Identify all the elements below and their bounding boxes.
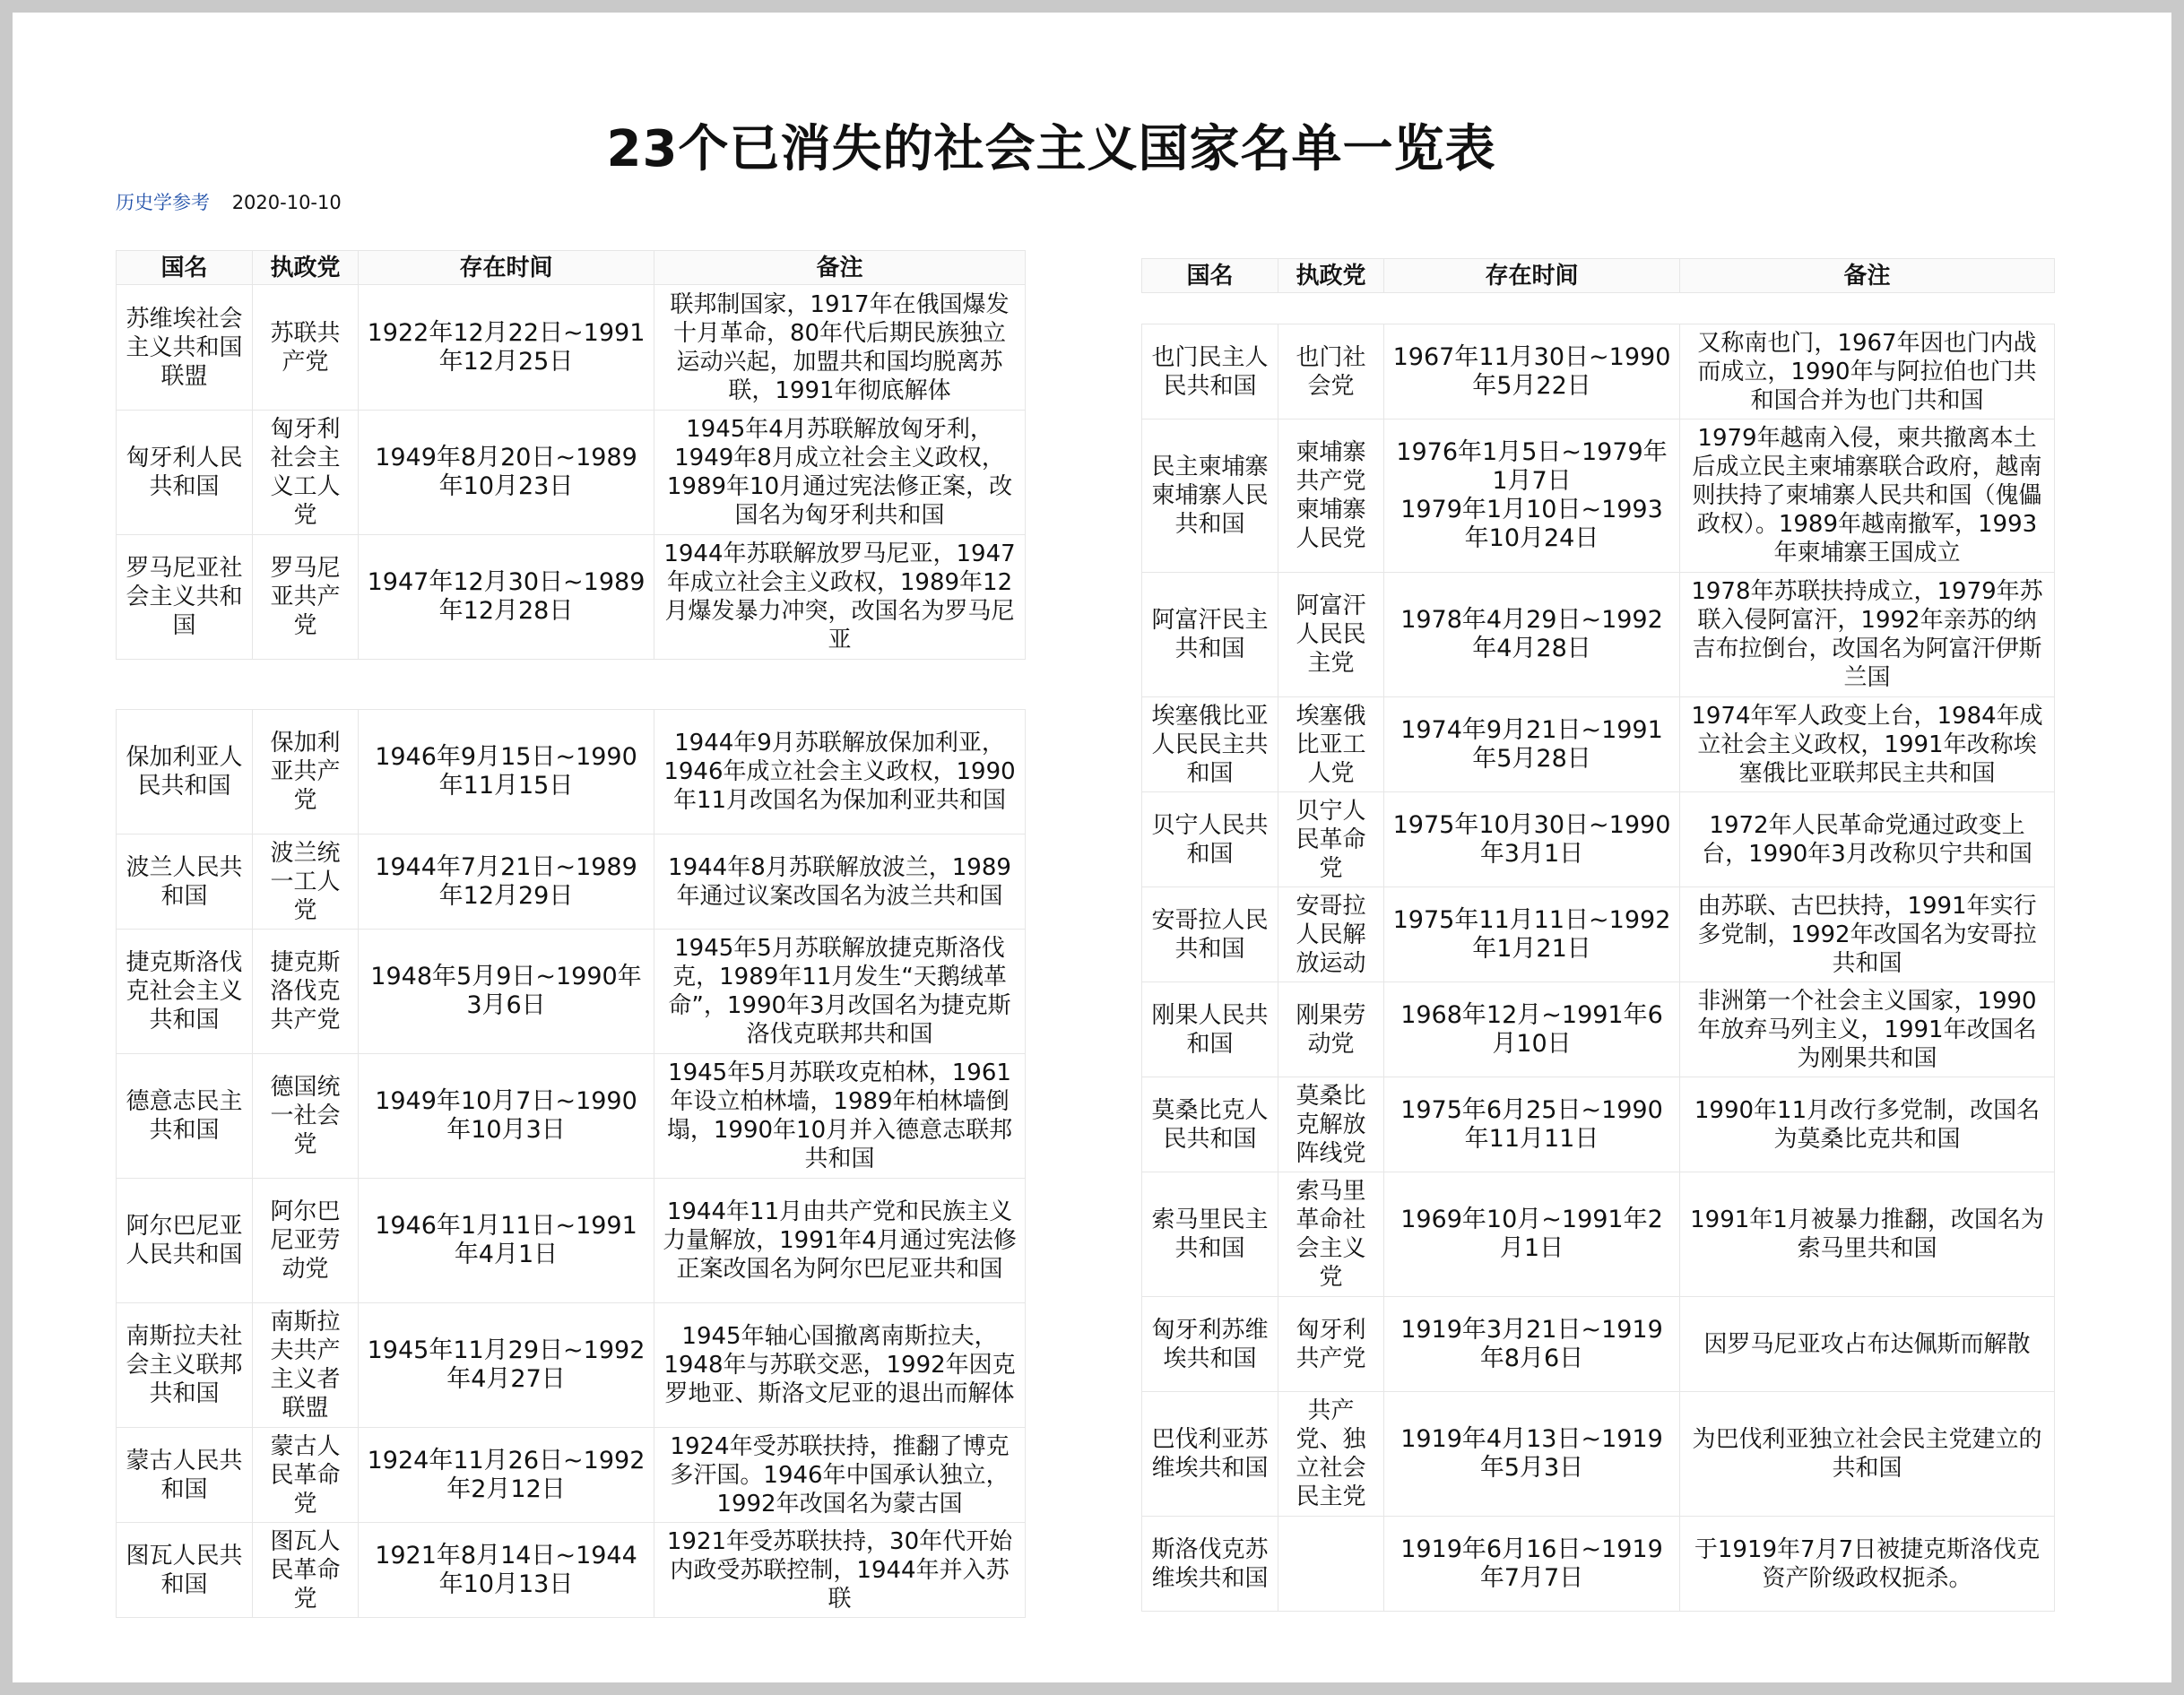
note-cell: 1944年苏联解放罗马尼亚，1947年成立社会主义政权，1989年12月爆发暴力冲突，改国名为罗马尼亚: [654, 535, 1026, 660]
note-cell: 1974年军人政变上台，1984年成立社会主义政权，1991年改称埃塞俄比亚联邦民主共和国: [1680, 697, 2055, 792]
note-cell: 又称南也门，1967年因也门内战而成立，1990年与阿拉伯也门共和国合并为也门共和国: [1680, 324, 2055, 419]
time-cell: 1919年3月21日~1919年8月6日: [1384, 1297, 1680, 1392]
country-cell: 德意志民主共和国: [117, 1054, 253, 1179]
country-cell: 南斯拉夫社会主义联邦共和国: [117, 1303, 253, 1428]
note-cell: 1978年苏联扶持成立，1979年苏联入侵阿富汗，1992年亲苏的纳吉布拉倒台，改国名为阿富汗伊斯兰国: [1680, 573, 2055, 697]
party-cell: 莫桑比克解放阵线党: [1278, 1077, 1384, 1172]
note-cell: 非洲第一个社会主义国家，1990年放弃马列主义，1991年改国名为刚果共和国: [1680, 982, 2055, 1077]
table-row: [117, 1179, 1026, 1303]
country-cell: 民主柬埔寨 柬埔寨人民共和国: [1142, 419, 1278, 573]
table-header-row: [117, 251, 1026, 285]
time-cell: 1922年12月22日~1991年12月25日: [359, 285, 654, 411]
country-cell: 安哥拉人民共和国: [1142, 887, 1278, 982]
party-cell: 德国统一社会党: [253, 1054, 359, 1179]
note-cell: 1945年5月苏联解放捷克斯洛伐克，1989年11月发生“天鹅绒革命”，1990年3月改国名为捷克斯洛伐克联邦共和国: [654, 930, 1026, 1054]
note-cell: 于1919年7月7日被捷克斯洛伐克资产阶级政权扼杀。: [1680, 1517, 2055, 1612]
party-cell: [1278, 1517, 1384, 1612]
time-cell: 1975年6月25日~1990年11月11日: [1384, 1077, 1680, 1172]
party-cell: 保加利亚共产党: [253, 710, 359, 835]
time-cell: 1945年11月29日~1992年4月27日: [359, 1303, 654, 1428]
time-cell: 1946年1月11日~1991年4月1日: [359, 1179, 654, 1303]
country-cell: 也门民主人民共和国: [1142, 324, 1278, 419]
table-row: [1142, 697, 2055, 792]
party-cell: 匈牙利社会主义工人党: [253, 411, 359, 535]
note-cell: 为巴伐利亚独立社会民主党建立的共和国: [1680, 1392, 2055, 1517]
country-cell: 波兰人民共和国: [117, 835, 253, 930]
country-cell: 索马里民主共和国: [1142, 1172, 1278, 1297]
country-cell: 巴伐利亚苏维埃共和国: [1142, 1392, 1278, 1517]
note-cell: 1945年4月苏联解放匈牙利，1949年8月成立社会主义政权，1989年10月通过宪法修正案，改国名为匈牙利共和国: [654, 411, 1026, 535]
table-row: [117, 1054, 1026, 1179]
country-cell: 捷克斯洛伐克社会主义共和国: [117, 930, 253, 1054]
party-cell: 波兰统一工人党: [253, 835, 359, 930]
article-meta: [116, 188, 342, 215]
note-cell: 由苏联、古巴扶持，1991年实行多党制，1992年改国名为安哥拉共和国: [1680, 887, 2055, 982]
header-note: 备注: [654, 251, 1026, 285]
party-cell: 阿尔巴尼亚劳动党: [253, 1179, 359, 1303]
table-row: [1142, 419, 2055, 573]
table-spacer: [1142, 293, 2055, 324]
table-row: [1142, 1517, 2055, 1612]
source-link[interactable]: 历史学参考: [116, 192, 210, 213]
table-row: [117, 285, 1026, 411]
party-cell: 图瓦人民革命党: [253, 1523, 359, 1618]
header-time: 存在时间: [1384, 259, 1680, 293]
party-cell: 索马里革命社会主义党: [1278, 1172, 1384, 1297]
table-row: [117, 835, 1026, 930]
table-row: [1142, 1172, 2055, 1297]
table-spacer: [117, 660, 1026, 710]
party-cell: 蒙古人民革命党: [253, 1428, 359, 1523]
header-party: 执政党: [253, 251, 359, 285]
country-cell: 保加利亚人民共和国: [117, 710, 253, 835]
note-cell: 1944年8月苏联解放波兰，1989年通过议案改国名为波兰共和国: [654, 835, 1026, 930]
time-cell: 1924年11月26日~1992年2月12日: [359, 1428, 654, 1523]
table-row: [1142, 887, 2055, 982]
time-cell: 1974年9月21日~1991年5月28日: [1384, 697, 1680, 792]
party-cell: 捷克斯洛伐克共产党: [253, 930, 359, 1054]
table-row: [117, 1523, 1026, 1618]
table-row: [1142, 1392, 2055, 1517]
note-cell: 1921年受苏联扶持，30年代开始内政受苏联控制，1944年并入苏联: [654, 1523, 1026, 1618]
time-cell: 1921年8月14日~1944年10月13日: [359, 1523, 654, 1618]
table-row: [117, 1303, 1026, 1428]
note-cell: 1991年1月被暴力推翻，改国名为索马里共和国: [1680, 1172, 2055, 1297]
country-cell: 蒙古人民共和国: [117, 1428, 253, 1523]
time-cell: 1969年10月~1991年2月1日: [1384, 1172, 1680, 1297]
note-cell: 1944年11月由共产党和民族主义力量解放，1991年4月通过宪法修正案改国名为阿尔巴尼亚共和国: [654, 1179, 1026, 1303]
time-cell: 1978年4月29日~1992年4月28日: [1384, 573, 1680, 697]
table-row: [1142, 1077, 2055, 1172]
table-row: [117, 710, 1026, 835]
table-row: [117, 411, 1026, 535]
table-row: [117, 535, 1026, 660]
time-cell: 1944年7月21日~1989年12月29日: [359, 835, 654, 930]
table-row: [117, 930, 1026, 1054]
party-cell: 罗马尼亚共产党: [253, 535, 359, 660]
page: [13, 13, 2171, 1682]
header-party: 执政党: [1278, 259, 1384, 293]
party-cell: 匈牙利共产党: [1278, 1297, 1384, 1392]
country-cell: 阿富汗民主共和国: [1142, 573, 1278, 697]
table-header-row: [1142, 259, 2055, 293]
note-cell: 联邦制国家，1917年在俄国爆发十月革命，80年代后期民族独立运动兴起，加盟共和国均脱离苏联，1991年彻底解体: [654, 285, 1026, 411]
party-cell: 刚果劳动党: [1278, 982, 1384, 1077]
left-country-table: [116, 250, 1026, 1618]
table-row: [1142, 792, 2055, 887]
table-row: [1142, 1297, 2055, 1392]
party-cell: 阿富汗人民民主党: [1278, 573, 1384, 697]
party-cell: 安哥拉人民解放运动: [1278, 887, 1384, 982]
time-cell: 1919年4月13日~1919年5月3日: [1384, 1392, 1680, 1517]
country-cell: 埃塞俄比亚人民民主共和国: [1142, 697, 1278, 792]
country-cell: 匈牙利苏维埃共和国: [1142, 1297, 1278, 1392]
note-cell: 1990年11月改行多党制，改国名为莫桑比克共和国: [1680, 1077, 2055, 1172]
time-cell: 1949年10月7日~1990年10月3日: [359, 1054, 654, 1179]
party-cell: 共产党、独立社会民主党: [1278, 1392, 1384, 1517]
right-country-table: [1141, 258, 2055, 1612]
time-cell: 1976年1月5日~1979年1月7日 1979年1月10日~1993年10月24日: [1384, 419, 1680, 573]
country-cell: 刚果人民共和国: [1142, 982, 1278, 1077]
country-cell: 贝宁人民共和国: [1142, 792, 1278, 887]
country-cell: 阿尔巴尼亚人民共和国: [117, 1179, 253, 1303]
time-cell: 1947年12月30日~1989年12月28日: [359, 535, 654, 660]
header-country: 国名: [1142, 259, 1278, 293]
country-cell: 匈牙利人民共和国: [117, 411, 253, 535]
table-row: [1142, 324, 2055, 419]
note-cell: 1972年人民革命党通过政变上台，1990年3月改称贝宁共和国: [1680, 792, 2055, 887]
note-cell: 1945年轴心国撤离南斯拉夫，1948年与苏联交恶，1992年因克罗地亚、斯洛文尼亚的退出而解体: [654, 1303, 1026, 1428]
header-country: 国名: [117, 251, 253, 285]
party-cell: 贝宁人民革命党: [1278, 792, 1384, 887]
country-cell: 斯洛伐克苏维埃共和国: [1142, 1517, 1278, 1612]
time-cell: 1967年11月30日~1990年5月22日: [1384, 324, 1680, 419]
note-cell: 因罗马尼亚攻占布达佩斯而解散: [1680, 1297, 2055, 1392]
time-cell: 1975年11月11日~1992年1月21日: [1384, 887, 1680, 982]
country-cell: 罗马尼亚社会主义共和国: [117, 535, 253, 660]
time-cell: 1968年12月~1991年6月10日: [1384, 982, 1680, 1077]
country-cell: 苏维埃社会主义共和国联盟: [117, 285, 253, 411]
table-row: [1142, 573, 2055, 697]
time-cell: 1946年9月15日~1990年11月15日: [359, 710, 654, 835]
country-cell: 图瓦人民共和国: [117, 1523, 253, 1618]
party-cell: 埃塞俄比亚工人党: [1278, 697, 1384, 792]
note-cell: 1924年受苏联扶持，推翻了博克多汗国。1946年中国承认独立，1992年改国名为蒙古国: [654, 1428, 1026, 1523]
table-row: [1142, 982, 2055, 1077]
note-cell: 1979年越南入侵，柬共撤离本土后成立民主柬埔寨联合政府，越南则扶持了柬埔寨人民共和国（傀儡政权）。1989年越南撤军，1993年柬埔寨王国成立: [1680, 419, 2055, 573]
publish-date: 2020-10-10: [231, 192, 342, 213]
table-row: [117, 1428, 1026, 1523]
time-cell: 1949年8月20日~1989年10月23日: [359, 411, 654, 535]
party-cell: 也门社会党: [1278, 324, 1384, 419]
party-cell: 南斯拉夫共产主义者联盟: [253, 1303, 359, 1428]
note-cell: 1945年5月苏联攻克柏林，1961年设立柏林墙，1989年柏林墙倒塌，1990年10月并入德意志联邦共和国: [654, 1054, 1026, 1179]
header-time: 存在时间: [359, 251, 654, 285]
time-cell: 1919年6月16日~1919年7月7日: [1384, 1517, 1680, 1612]
note-cell: 1944年9月苏联解放保加利亚，1946年成立社会主义政权，1990年11月改国名为保加利亚共和国: [654, 710, 1026, 835]
time-cell: 1975年10月30日~1990年3月1日: [1384, 792, 1680, 887]
country-cell: 莫桑比克人民共和国: [1142, 1077, 1278, 1172]
party-cell: 苏联共产党: [253, 285, 359, 411]
page-title: 23个已消失的社会主义国家名单一览表: [606, 120, 1496, 178]
header-note: 备注: [1680, 259, 2055, 293]
party-cell: 柬埔寨共产党 柬埔寨人民党: [1278, 419, 1384, 573]
time-cell: 1948年5月9日~1990年3月6日: [359, 930, 654, 1054]
